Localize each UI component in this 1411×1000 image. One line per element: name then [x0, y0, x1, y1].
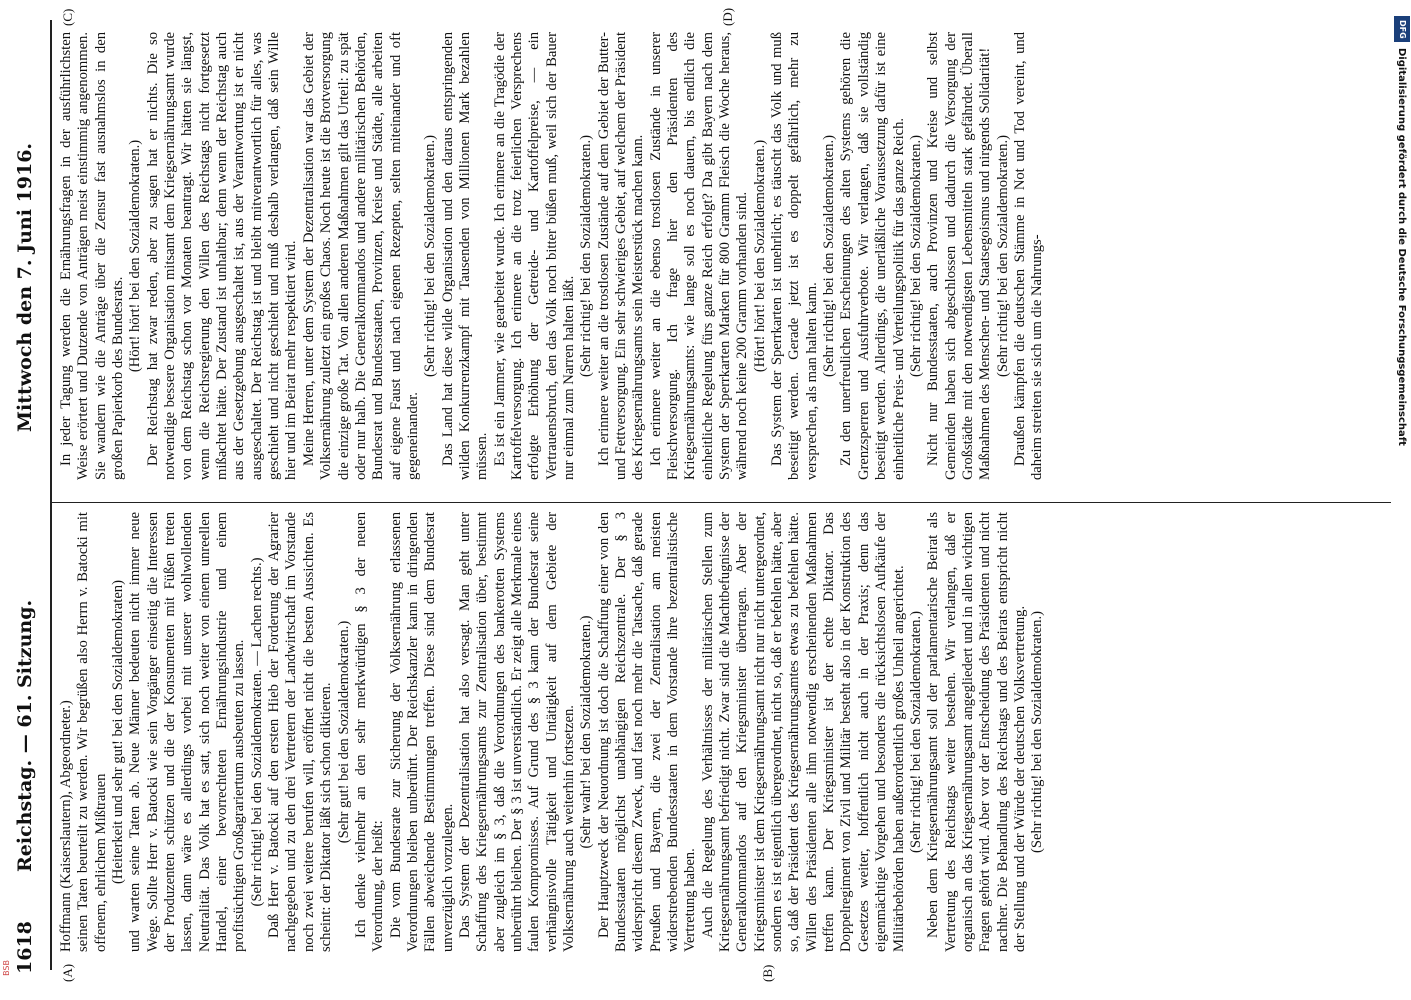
header-left-title: Reichstag. — 61. Sitzung. — [14, 599, 36, 872]
paragraph: In jeder Tagung werden die Ernährungsfragen in der ausführlichsten Weise erörtert und Dutzende von Anträgen meist einstimmig angenommen. Sie wandern wie die Anträge über die Zensur fast ausnahmslos in den großen Papierkorb des Bundesrats. — [58, 32, 127, 480]
interjection: (Sehr gut! bei den Sozialdemokraten.) — [335, 620, 352, 844]
paragraph: und warten seine Taten ab. Neue Männer bedeuten nicht immer neue Wege. Sollte Herr v. Batocki wie sein Vorgänger einseitig die Interessen der Produzenten schützen und die der Konsumenten mit Füßen treten lassen, dann wäre es allerdings vorbei mit unserer wohlwollenden Neutralität. Das Volk hat es satt, sich noch weiter von einem unreellen Handel, einer bevorrechteten Ernährungsindustrie und einem profitsüchtigen Großagrariertum ausbeuten zu lassen. — [127, 512, 248, 952]
paragraph: Neben dem Kriegsernährungsamt soll der parlamentarische Beirat als Vertretung des Reichstags weiter bestehen. Wir verlangen, daß er organisch an das Kriegsernährungsamt angegliedert und in allen wichtigen Fragen gehört wird. Aber vor der Entscheidung des Präsidenten und nicht nachher. Die Behandlung des Reichstags und des Beirats entspricht nicht der Stellung und der Würde der deutschen Volksvertretung. — [925, 512, 1028, 952]
section-marker-d: (D) — [720, 7, 735, 26]
text-column-right — [58, 32, 1047, 480]
section-marker-c: (C) — [60, 8, 75, 26]
interjection: (Sehr wahr! bei den Sozialdemokraten.) — [578, 615, 595, 849]
library-stamp: BSB — [2, 960, 11, 976]
interjection: (Sehr richtig! bei den Sozialdemokraten. — Lachen rechts.) — [248, 557, 265, 907]
interjection: (Sehr richtig! bei den Sozialdemokraten.) — [821, 135, 838, 377]
interjection: (Hört! hört! bei den Sozialdemokraten.) — [127, 139, 144, 373]
interjection: (Sehr richtig! bei den Sozialdemokraten.) — [1029, 611, 1046, 853]
paragraph: Das System der Dezentralisation hat also versagt. Man geht unter Schaffung des Kriegsernährungsamts zur Zentralisation über, bestimmt aber zugleich im § 3, daß die Verordnungen des bankerotten Systems unberührt bleiben. Der § 3 ist unverständlich. Er zeigt alle Merkmale eines faulen Kompromisses. Auf Grund des § 3 kann der Bundesrat seine verhängnisvolle Tätigkeit und Untätigkeit auf dem Gebiete der Volksernährung auch weiterhin fortsetzen. — [456, 512, 577, 952]
header-rule — [50, 20, 52, 970]
paragraph: Nicht nur Bundesstaaten, auch Provinzen und Kreise und selbst Gemeinden haben sich abgeschlossen und dadurch die Versorgung der Großstädte mit den notwendigsten Lebensmitteln stark gefährdet. Überall Maßnahmen des Menschen- und Staatsegoismus und nirgends Solidarität! — [925, 32, 994, 480]
paragraph: Draußen kämpfen die deutschen Stämme in Not und Tod vereint, und daheim streiten sie sich um die Nahrungs- — [1011, 32, 1046, 480]
quotation: Die vom Bundesrate zur Sicherung der Volksernährung erlassenen Verordnungen bleiben unberührt. Der Reichskanzler kann in dringenden Fällen abweichende Bestimmungen treffen. Diese sind dem Bundesrat unverzüglich vorzulegen. — [387, 512, 456, 952]
paragraph: Der Reichstag hat zwar reden, aber zu sagen hat er nichts. Die so notwendige bessere Organisation mitsamt dem Kriegsernährungsamt wurde von dem Reichstag schon vor Monaten beantragt. Wir hätten sie längst, wenn die Reichsregierung den Willen des Reichstags nicht fortgesetzt mißachtet hätte. Der Zustand ist unhaltbar; denn wenn der Reichstag auch aus der Gesetzgebung ausgeschaltet ist, aus der Verantwortung ist er nicht ausgeschaltet. Der Reichstag ist und bleibt mitverantwortlich für alles, was geschieht und nicht geschieht und muß deshalb verlangen, daß sein Wille hier und im Beirat mehr respektiert wird. — [144, 32, 300, 480]
text-column-left — [58, 512, 1047, 952]
paragraph: Meine Herren, unter dem System der Dezentralisation war das Gebiet der Volksernährung zuletzt ein großes Chaos. Noch heute ist die Brotversorgung die einzige große Tat. Von allen anderen Maßnahmen gilt das Urteil: zu spät oder nur halb. Die Generalkommandos und andere militärischen Behörden, Bundesrat und Bundesstaaten, Provinzen, Kreise und Städte, alle arbeiten auf eigene Faust und nach eigenen Rezepten, selten miteinander und oft gegeneinander. — [300, 32, 421, 480]
paragraph: Es ist ein Jammer, wie gearbeitet wurde. Ich erinnere an die Tragödie der Kartoffelversorgung. Ich erinnere an die trotz feierlichen Versprechens erfolgte Erhöhung der Getreide- und Kartoffelpreise, — ein Vertrauensbruch, den das Volk noch bitter büßen muß, weil sich der Bauer nur einmal zum Narren halten läßt. — [491, 32, 577, 480]
paragraph: Das System der Sperrkarten ist unehrlich; es täuscht das Volk und muß beseitigt werden. Gerade jetzt ist es doppelt gefährlich, mehr zu versprechen, als man halten kann. — [769, 32, 820, 480]
section-marker-a: (A) — [60, 963, 75, 982]
paragraph: Daß Herr v. Batocki auf den ersten Hieb der Forderung der Agrarier nachgegeben und zu den drei Vertretern der Landwirtschaft im Vorstande noch zwei weitere berufen will, eröffnet nicht die besten Aussichten. Es scheint: der Diktator läßt sich schon diktieren. — [266, 512, 335, 952]
page-number: 1618 — [14, 921, 36, 974]
paragraph: Ich erinnere weiter an die ebenso trostlosen Zustände in unserer Fleischversorgung. Ich frage hier den Präsidenten des Kriegsernährungsamts: wie lange soll es noch dauern, bis endlich die einheitliche Regelung fürs ganze Reich erfolgt? Da gibt Bayern nach dem System der Sperrkarten Marken für 800 Gramm Fleisch die Woche heraus, während noch keine 200 Gramm vorhanden sind. — [647, 32, 751, 480]
digitization-sidebar — [1393, 8, 1411, 998]
interjection: (Sehr richtig! bei den Sozialdemokraten.) — [994, 135, 1011, 377]
interjection: (Sehr richtig! bei den Sozialdemokraten.) — [422, 135, 439, 377]
paragraph: seinen Taten beurteilt zu werden. Wir begrüßen also Herrn v. Batocki mit offenem, ehrlichem Mißtrauen — [75, 512, 109, 952]
paragraph: Der Hauptzweck der Neuordnung ist doch die Schaffung einer von den Bundesstaaten möglichst unabhängigen Reichszentrale. Der § 3 widerspricht diesem Zweck, und fast noch mehr die Tatsache, daß gerade Preußen und Bayern, die zwei der Zentralisation am meisten widerstrebenden Bundesstaaten in dem Vorstande ihre bezentralistische Vertretung haben. — [595, 512, 699, 952]
interjection: (Hört! hört! bei den Sozialdemokraten.) — [751, 139, 768, 373]
column-divider — [52, 502, 1391, 503]
interjection: (Sehr richtig! bei den Sozialdemokraten.) — [907, 135, 924, 377]
paragraph: Hoffmann (Kaiserslautern), Abgeordneter.) — [58, 700, 74, 952]
header-right-title: Mittwoch den 7. Juni 1916. — [14, 142, 36, 432]
interjection: (Sehr richtig! bei den Sozialdemokraten.) — [907, 611, 924, 853]
paragraph: Auch die Regelung des Verhältnisses der militärischen Stellen zum Kriegsernährungsamt befriedigt nicht. Zwar sind die Machtbefugnisse der Generalkommandos auf den Kriegsminister übertragen. Aber der Kriegsminister ist dem Kriegsernährungsamt nicht nur nicht untergeordnet, sondern es ist eigentlich übergeordnet, nicht so, daß er befehlen hätte, aber so, daß der Präsident des Kriegsernährungsamtes etwas zu befehlen hätte. Willen des Präsidenten alle ihm notwendig erscheinenden Maßnahmen treffen kann. Der Kriegsminister ist der echte Diktator. Das Doppelregiment von Zivil und Militär besteht also in der Konstruktion des Gesetzes weiter, hoffentlich nicht auch in der Praxis; denn das eigenmächtige Vorgehen und besonders die rücksichtslosen Aufkäufe der Militärbehörden haben außerordentlich großes Unheil angerichtet. — [699, 512, 907, 952]
page-header — [14, 12, 44, 992]
dfg-logo: DFG — [1394, 16, 1410, 42]
paragraph: Ich erinnere weiter an die trostlosen Zustände auf dem Gebiet der Butter- und Fettversorgung. Ein sehr schwieriges Gebiet, auf welchem der Präsident des Kriegsernährungsamts sein Meisterstück machen kann. — [595, 32, 647, 480]
digitization-credit: Digitalisierung gefördert durch die Deutsche Forschungsgemeinschaft — [1396, 48, 1407, 446]
paragraph: Zu den unerfreulichen Erscheinungen des alten Systems gehören die Grenzsperren und Ausfuhrverbote. Wir verlangen, daß sie vollständig beseitigt werden. Allerdings, die unerläßliche Voraussetzung dafür ist eine einheitliche Preis- und Verteilungspolitik für das ganze Reich. — [838, 32, 907, 480]
paragraph: Ich denke vielmehr an den sehr merkwürdigen § 3 der neuen Verordnung, der heißt: — [352, 512, 387, 952]
section-marker-b: (B) — [760, 964, 775, 982]
paragraph: Das Land hat diese wilde Organisation und den daraus entspringenden wilden Konkurrenzkampf mit Tausenden von Millionen Mark bezahlen müssen. — [439, 32, 491, 480]
interjection: (Heiterkeit und sehr gut! bei den Sozialdemokraten) — [110, 580, 127, 884]
interjection: (Sehr richtig! bei den Sozialdemokraten.) — [578, 135, 595, 377]
